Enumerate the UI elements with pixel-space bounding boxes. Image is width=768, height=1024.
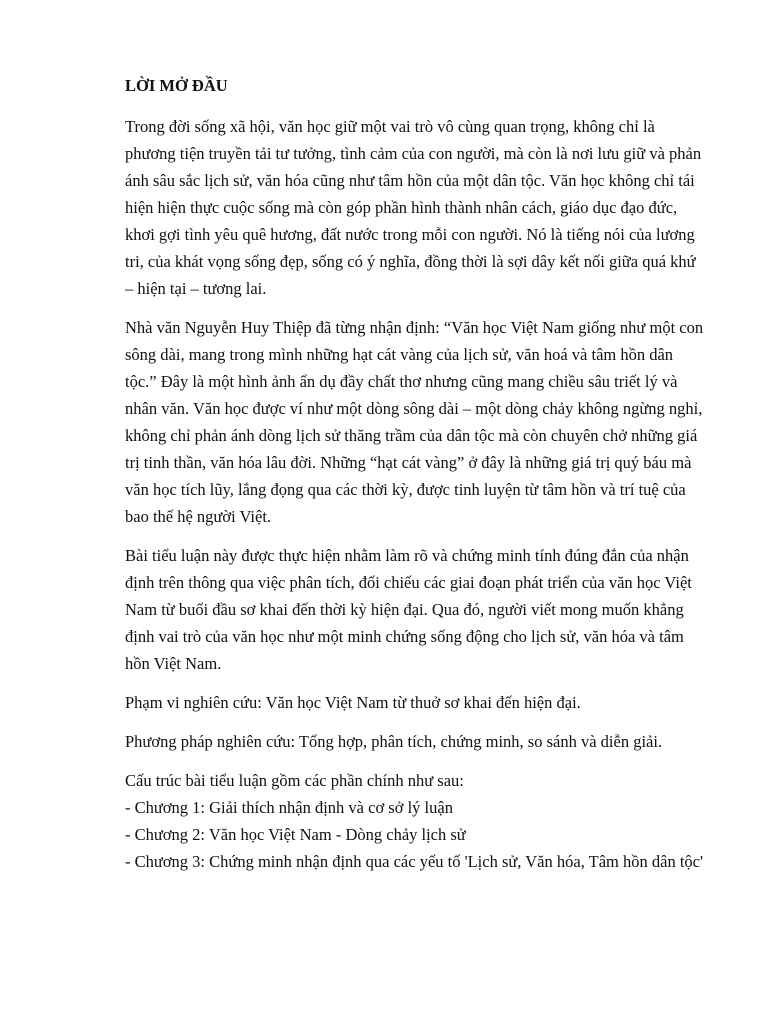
structure-section (125, 767, 705, 875)
paragraph-quote: Nhà văn Nguyễn Huy Thiệp đã từng nhận định: “Văn học Việt Nam giống như một con sông dài, mang trong mình những hạt cát vàng của lịch sử, văn hoá và tâm hồn dân tộc.” Đây là một hình ảnh ẩn dụ đầy chất thơ nhưng cũng mang chiều sâu triết lý và nhân văn. Văn học được ví như một dòng sông dài – một dòng chảy không ngừng nghỉ, không chỉ phản ánh dòng lịch sử thăng trầm của dân tộc mà còn chuyên chở những giá trị tinh thần, văn hóa lâu đời. Những “hạt cát vàng” ở đây là những giá trị quý báu mà văn học tích lũy, lắng đọng qua các thời kỳ, được tinh luyện từ tâm hồn và trí tuệ của bao thế hệ người Việt. (125, 318, 704, 526)
structure-intro: Cấu trúc bài tiểu luận gồm các phần chính như sau: (125, 771, 464, 790)
paragraph-scope: Phạm vi nghiên cứu: Văn học Việt Nam từ thuở sơ khai đến hiện đại. (125, 693, 581, 712)
document-heading: LỜI MỞ ĐẦU (125, 76, 228, 95)
paragraph-intro: Trong đời sống xã hội, văn học giữ một vai trò vô cùng quan trọng, không chỉ là phương tiện truyền tải tư tưởng, tình cảm của con người, mà còn là nơi lưu giữ và phản ánh sâu sắc lịch sử, văn hóa cũng như tâm hồn của một dân tộc. Văn học không chỉ tái hiện hiện thực cuộc sống mà còn góp phần hình thành nhân cách, giáo dục đạo đức, khơi gợi tình yêu quê hương, đất nước trong mỗi con người. Nó là tiếng nói của lương tri, của khát vọng sống đẹp, sống có ý nghĩa, đồng thời là sợi dây kết nối giữa quá khứ – hiện tại – tương lai. (125, 117, 702, 298)
document-page (125, 72, 705, 875)
structure-item-chapter-3: - Chương 3: Chứng minh nhận định qua các yếu tố 'Lịch sử, Văn hóa, Tâm hồn dân tộc' (125, 852, 703, 871)
paragraph-method: Phương pháp nghiên cứu: Tổng hợp, phân tích, chứng minh, so sánh và diễn giải. (125, 732, 663, 751)
structure-item-chapter-2: - Chương 2: Văn học Việt Nam - Dòng chảy lịch sử (125, 825, 466, 844)
paragraph-purpose: Bài tiểu luận này được thực hiện nhằm làm rõ và chứng minh tính đúng đắn của nhận định trên thông qua việc phân tích, đối chiếu các giai đoạn phát triển của văn học Việt Nam từ buổi đầu sơ khai đến thời kỳ hiện đại. Qua đó, người viết mong muốn khẳng định vai trò của văn học như một minh chứng sống động cho lịch sử, văn hóa và tâm hồn Việt Nam. (125, 546, 692, 673)
structure-item-chapter-1: - Chương 1: Giải thích nhận định và cơ sở lý luận (125, 798, 453, 817)
